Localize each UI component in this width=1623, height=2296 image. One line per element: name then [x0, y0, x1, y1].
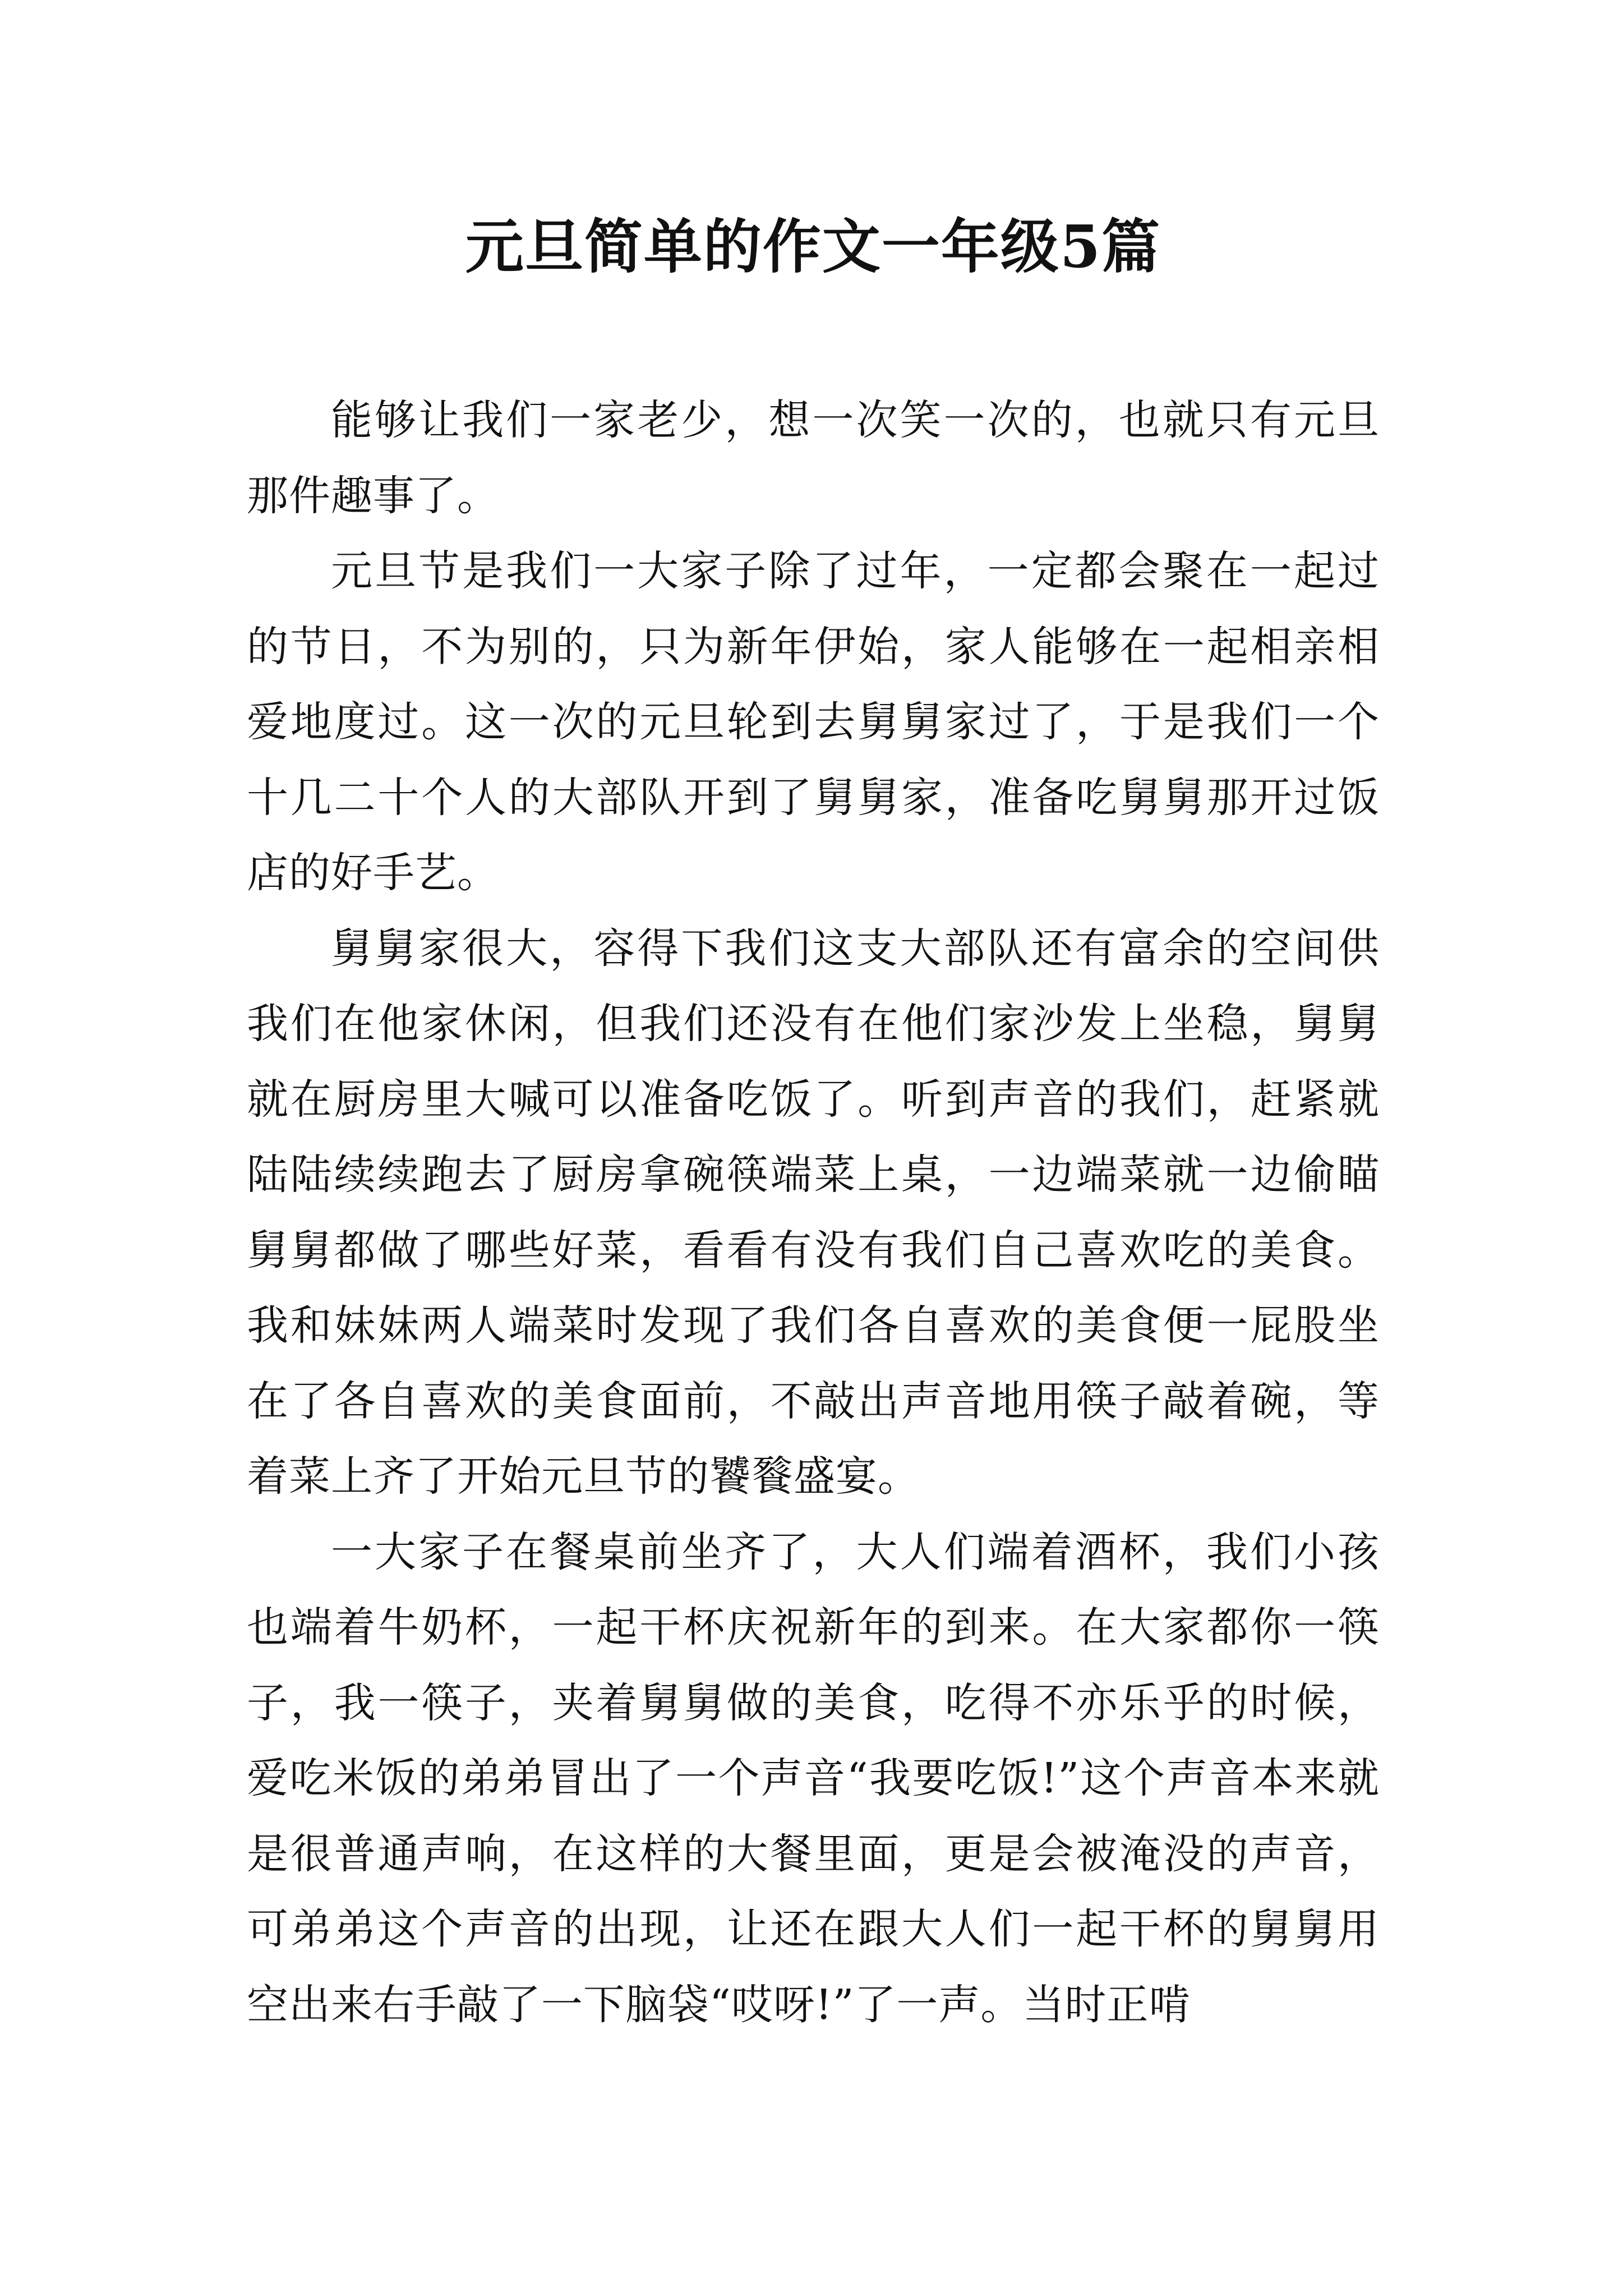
paragraph-2: 元旦节是我们一大家子除了过年，一定都会聚在一起过的节日，不为别的，只为新年伊始，家人能够在一起相亲相爱地度过。这一次的元旦轮到去舅舅家过了，于是我们一个十几二十个人的大部队开到了舅舅家，准备吃舅舅那开过饭店的好手艺。: [247, 547, 1380, 897]
document-title: 元旦简单的作文一年级5篇: [465, 212, 1161, 281]
document-body: [247, 383, 1380, 2042]
paragraph-3: 舅舅家很大，容得下我们这支大部队还有富余的空间供我们在他家休闲，但我们还没有在他们家沙发上坐稳，舅舅就在厨房里大喊可以准备吃饭了。听到声音的我们，赶紧就陆陆续续跑去了厨房拿碗筷端菜上桌，一边端菜就一边偷瞄舅舅都做了哪些好菜，看看有没有我们自己喜欢吃的美食。我和妹妹两人端菜时发现了我们各自喜欢的美食便一屁股坐在了各自喜欢的美食面前，不敲出声音地用筷子敲着碗，等着菜上齐了开始元旦节的饕餮盛宴。: [247, 924, 1380, 1501]
paragraph-4: 一大家子在餐桌前坐齐了，大人们端着酒杯，我们小孩也端着牛奶杯，一起干杯庆祝新年的到来。在大家都你一筷子，我一筷子，夹着舅舅做的美食，吃得不亦乐乎的时候，爱吃米饭的弟弟冒出了一个声音“我要吃饭!”这个声音本来就是很普通声响，在这样的大餐里面，更是会被淹没的声音，可弟弟这个声音的出现，让还在跟大人们一起干杯的舅舅用空出来右手敲了一下脑袋“哎呀!”了一声。当时正啃: [247, 1527, 1380, 2029]
paragraph-1: 能够让我们一家老少，想一次笑一次的，也就只有元旦那件趣事了。: [247, 396, 1380, 520]
